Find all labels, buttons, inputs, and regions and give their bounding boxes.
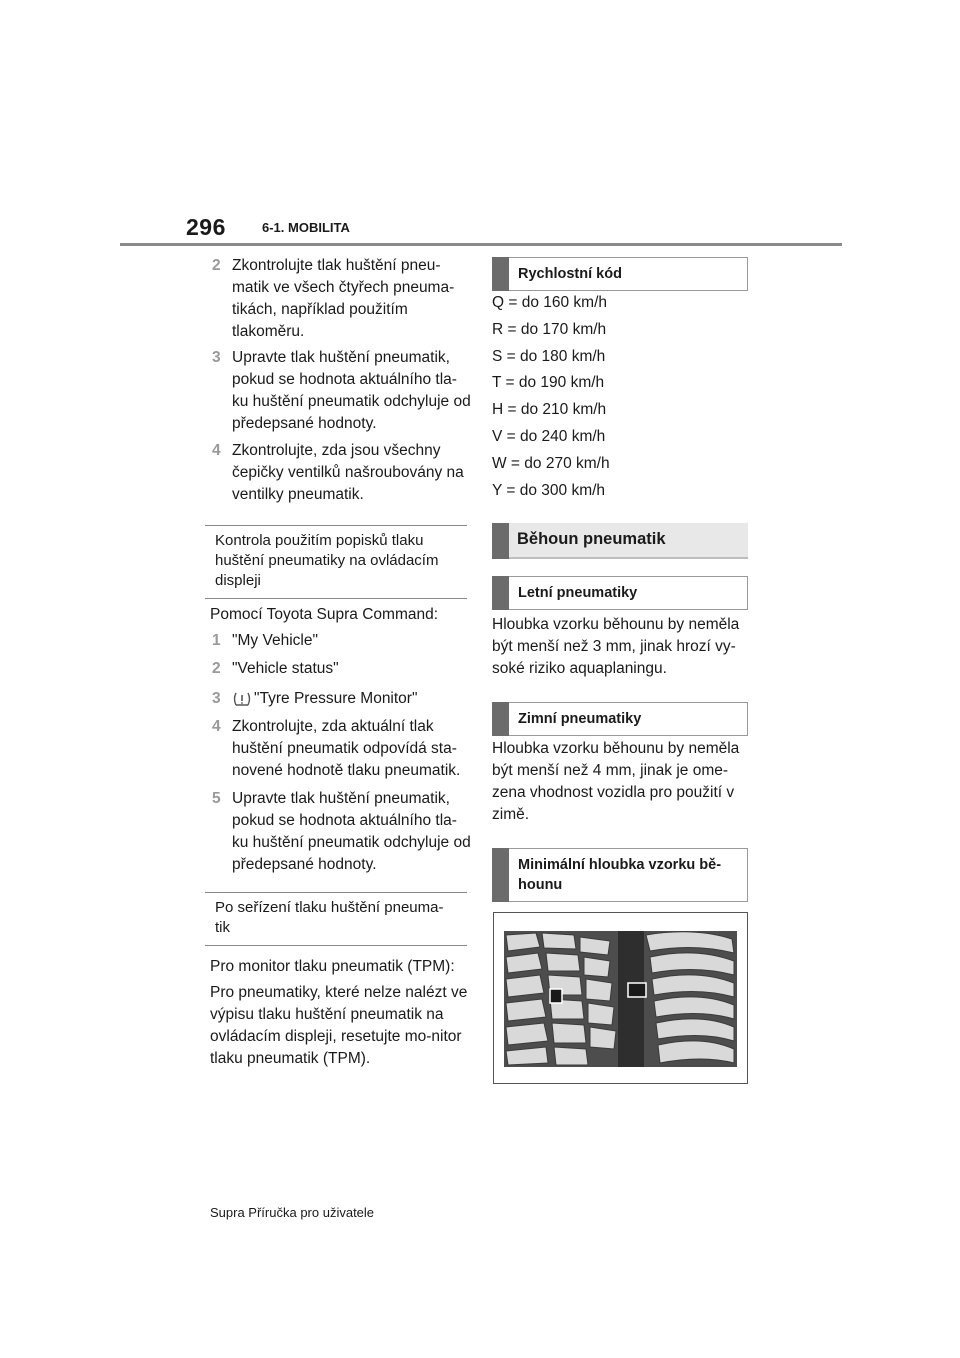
summer-tyres-heading: Letní pneumatiky xyxy=(492,576,748,610)
step-text: Zkontrolujte, zda jsou všechny čepičky ventilků našroubovány na ventilky pneumatik. xyxy=(232,442,464,503)
tyre-pressure-warning-icon xyxy=(232,691,252,707)
section-title: 6-1. MOBILITA xyxy=(262,220,350,235)
step-number: 5 xyxy=(212,790,221,807)
tpm-title: Pro monitor tlaku pneumatik (TPM): xyxy=(210,958,455,975)
list-item: R = do 170 km/h xyxy=(492,320,607,338)
winter-tyres-text: Hloubka vzorku běhounu by neměla být menší než 4 mm, jinak je ome-zena vhodnost vozidla pro použití v zimě. xyxy=(492,740,740,823)
step-number: 2 xyxy=(212,660,221,677)
step-number: 3 xyxy=(212,349,221,366)
tpm-text: Pro pneumatiky, které nelze nalézt ve výpisu tlaku huštění pneumatik na ovládacím displeji, resetujte mo-nitor tlaku pneumatik (TPM). xyxy=(210,984,468,1067)
step-number: 1 xyxy=(212,632,221,649)
list-item: S = do 180 km/h xyxy=(492,347,606,365)
step-number: 4 xyxy=(212,718,221,735)
tyre-tread-image xyxy=(494,913,747,1083)
command-intro: Pomocí Toyota Supra Command: xyxy=(210,606,439,623)
tread-heading: Běhoun pneumatik xyxy=(492,523,748,559)
step-number: 2 xyxy=(212,257,221,274)
list-item: H = do 210 km/h xyxy=(492,401,607,419)
step-text: Upravte tlak huštění pneumatik, pokud se hodnota aktuálního tla-ku huštění pneumatik odchyluje od předepsané hodnoty. xyxy=(232,349,471,432)
list-item: V = do 240 km/h xyxy=(492,427,606,445)
header-rule xyxy=(120,243,842,246)
step-text: "Tyre Pressure Monitor" xyxy=(254,690,418,707)
step-text: Upravte tlak huštění pneumatik, pokud se hodnota aktuálního tla-ku huštění pneumatik odchyluje od předepsané hodnoty. xyxy=(232,790,471,873)
list-item: Y = do 300 km/h xyxy=(492,481,606,499)
note-text: Po seřízení tlaku huštění pneuma-tik xyxy=(215,899,444,936)
step-number: 3 xyxy=(212,690,221,707)
step-text: Zkontrolujte tlak huštění pneu-matik ve všech čtyřech pneuma-tikách, například použitím tlakoměru. xyxy=(232,257,455,340)
list-item: W = do 270 km/h xyxy=(492,454,610,472)
speed-code-list xyxy=(492,290,742,504)
note-box xyxy=(205,525,467,599)
step-number: 4 xyxy=(212,442,221,459)
min-depth-heading: Minimální hloubka vzorku bě-hounu xyxy=(492,848,748,902)
speed-code-heading: Rychlostní kód xyxy=(492,257,748,291)
summer-tyres-text: Hloubka vzorku běhounu by neměla být menší než 3 mm, jinak hrozí vy-soké riziko aquaplaningu. xyxy=(492,616,740,677)
list-item: Q = do 160 km/h xyxy=(492,294,608,311)
footer-text: Supra Příručka pro uživatele xyxy=(210,1205,375,1220)
note-text: Kontrola použitím popisků tlaku huštění pneumatiky na ovládacím displeji xyxy=(215,532,439,589)
step-text: "My Vehicle" xyxy=(232,632,318,649)
winter-tyres-heading: Zimní pneumatiky xyxy=(492,702,748,736)
step-text: "Vehicle status" xyxy=(232,660,339,677)
note-box xyxy=(205,892,467,946)
tread-illustration xyxy=(493,912,748,1084)
list-item: T = do 190 km/h xyxy=(492,374,605,392)
page-number: 296 xyxy=(186,214,226,240)
step-text: Zkontrolujte, zda aktuální tlak huštění pneumatik odpovídá sta-novené hodnotě tlaku pneumatik. xyxy=(232,718,461,779)
